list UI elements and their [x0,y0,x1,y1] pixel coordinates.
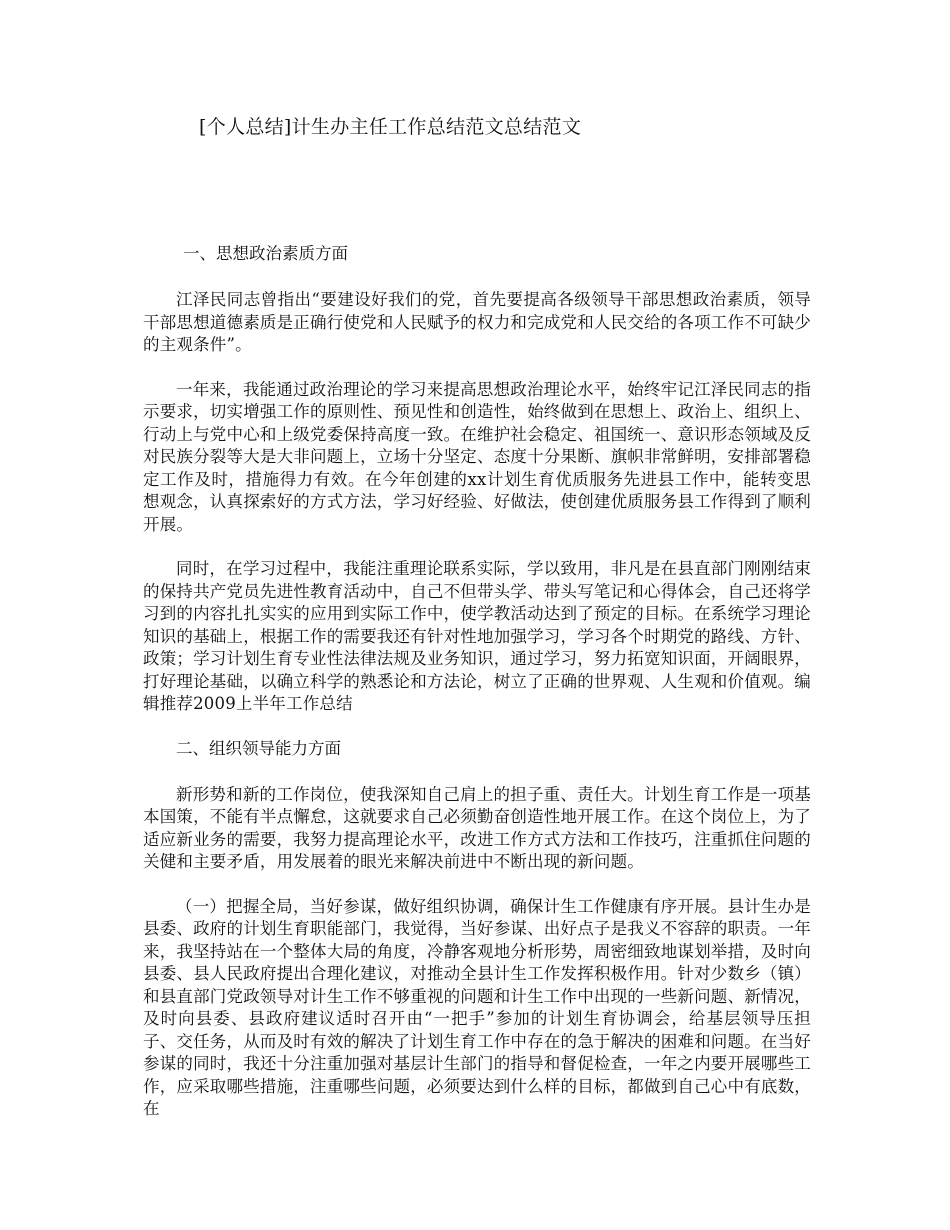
document-body [143,243,811,1143]
paragraph: 一年来，我能通过政治理论的学习来提高思想政治理论水平，始终牢记江泽民同志的指示要求，切实增强工作的原则性、预见性和创造性，始终做到在思想上、政治上、组织上、行动上与党中心和上级党委保持高度一致。在维护社会稳定、祖国统一、意识形态领域及反对民族分裂等大是大非问题上，立场十分坚定、态度十分果断、旗帜非常鲜明，安排部署稳定工作及时，措施得力有效。在今年创建的xx计划生育优质服务先进县工作中，能转变思想观念，认真探索好的方式方法，学习好经验、好做法，使创建优质服务县工作得到了顺利开展。 [143,379,811,534]
paragraph: 江泽民同志曾指出“要建设好我们的党，首先要提高各级领导干部思想政治素质，领导干部思想道德素质是正确行使党和人民赋予的权力和完成党和人民交给的各项工作不可缺少的主观条件”。 [143,290,811,354]
paragraph: 同时，在学习过程中，我能注重理论联系实际，学以致用，非凡是在县直部门刚刚结束的保持共产党员先进性教育活动中，自己不但带头学、带头写笔记和心得体会，自己还将学习到的内容扎扎实实的应用到实际工作中，使学教活动达到了预定的目标。在系统学习理论知识的基础上，根据工作的需要我还有针对性地加强学习，学习各个时期党的路线、方针、政策；学习计划生育专业性法律法规及业务知识，通过学习，努力拓宽知识面，开阔眼界，打好理论基础，以确立科学的熟悉论和方法论，树立了正确的世界观、人生观和价值观。编辑推荐2009上半年工作总结 [143,559,811,713]
paragraph: （一）把握全局，当好参谋，做好组织协调，确保计生工作健康有序开展。县计生办是县委、政府的计划生育职能部门，我觉得，当好参谋、出好点子是我义不容辞的职责。一年来，我坚持站在一个整体大局的角度，冷静客观地分析形势，周密细致地谋划举措，及时向县委、县人民政府提出合理化建议，对推动全县计生工作发挥积极作用。针对少数乡（镇）和县直部门党政领导对计生工作不够重视的问题和计生工作中出现的一些新问题、新情况，及时向县委、县政府建议适时召开由“一把手”参加的计划生育协调会，给基层领导压担子、交任务，从而及时有效的解决了计划生育工作中存在的急于解决的困难和问题。在当好参谋的同时，我还十分注重加强对基层计生部门的指导和督促检查，一年之内要开展哪些工作，应采取哪些措施，注重哪些问题，必须要达到什么样的目标，都做到自己心中有底数，在 [143,896,811,1118]
section-heading-ideology: 一、思想政治素质方面 [183,244,348,263]
section-heading-leadership: 二、组织领导能力方面 [176,738,341,758]
paragraph: 新形势和新的工作岗位，使我深知自己肩上的担子重、责任大。计划生育工作是一项基本国策，不能有半点懈怠，这就要求自己必须勤奋创造性地开展工作。在这个岗位上，为了适应新业务的需要，我努力提高理论水平，改进工作方式方法和工作技巧，注重抓住问题的关健和主要矛盾，用发展着的眼光来解决前进中不断出现的新问题。 [143,784,811,871]
document-title: [个人总结]计生办主任工作总结范文总结范文 [199,116,582,138]
